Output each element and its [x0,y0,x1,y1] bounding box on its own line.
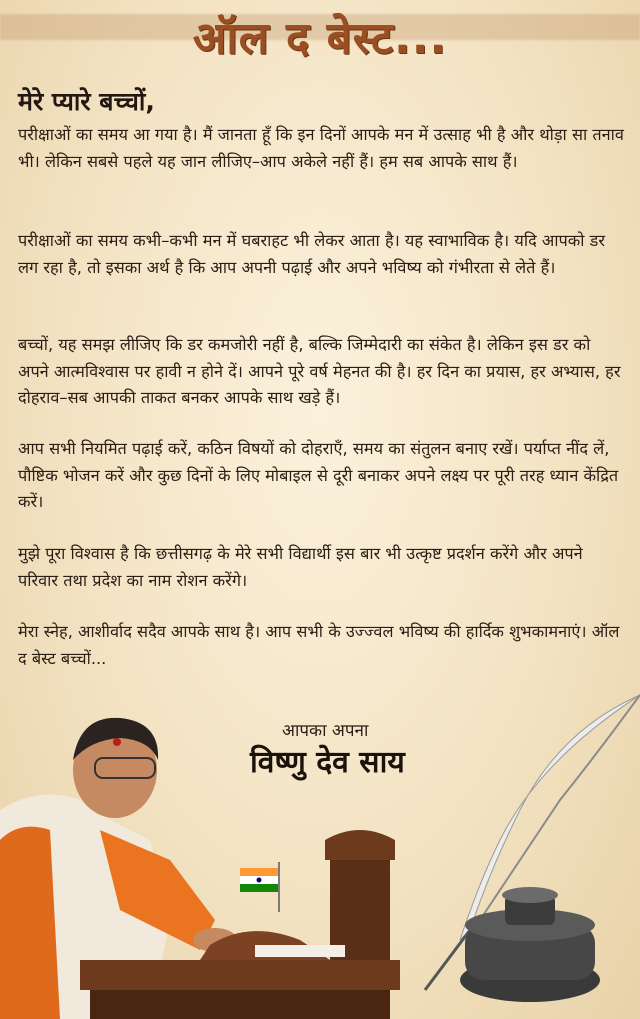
paragraph-4: आप सभी नियमित पढ़ाई करें, कठिन विषयों को दोहराएँ, समय का संतुलन बनाए रखें। पर्याप्त नींद लें, पौष्टिक भोजन करें और कुछ दिनों के लिए मोबाइल से दूरी बनाकर अपने लक्ष्य पर पूरी तरह ध्यान केंद्रित करें। [18,439,619,511]
paragraph-2: परीक्षाओं का समय कभी–कभी मन में घबराहट भी लेकर आता है। यह स्वाभाविक है। यदि आपको डर लग रहा है, तो इसका अर्थ है कि आप अपनी पढ़ाई और अपने भविष्य को गंभीरता से लेते हैं। [18,231,606,277]
paragraph-3: बच्चों, यह समझ लीजिए कि डर कमजोरी नहीं है, बल्कि जिम्मेदारी का संकेत है। लेकिन इस डर को अपने आत्मविश्वास पर हावी न होने दें। आपने पूरे वर्ष मेहनत की है। हर दिन का प्रयास, हर अभ्यास, हर दोहराव–सब आपकी ताकत बनकर आपके साथ खड़े हैं। [18,335,621,407]
salutation: मेरे प्यारे बच्चों, [18,87,155,116]
signature-name: विष्णु देव साय [250,745,405,780]
inkpot-icon [460,887,600,1002]
paragraph-5: मुझे पूरा विश्वास है कि छत्तीसगढ़ के मेरे सभी विद्यार्थी इस बार भी उत्कृष्ट प्रदर्शन करेंगे और अपने परिवार तथा प्रदेश का नाम रोशन करेंगे। [18,544,583,590]
poster-title: ऑल द बेस्ट... [192,13,448,64]
signature-label: आपका अपना [282,721,369,741]
paragraph-1: परीक्षाओं का समय आ गया है। मैं जानता हूँ कि इन दिनों आपके मन में उत्साह भी है और थोड़ा सा तनाव भी। लेकिन सबसे पहले यह जान लीजिए–आप अकेले नहीं हैं। हम सब आपके साथ हैं। [18,125,624,171]
paragraph-6: मेरा स्नेह, आशीर्वाद सदैव आपके साथ है। आप सभी के उज्ज्वल भविष्य की हार्दिक शुभकामनाएं। ऑल द बेस्ट बच्चों... [18,622,620,668]
illustration [0,690,640,1019]
indian-flag-icon [240,862,280,912]
